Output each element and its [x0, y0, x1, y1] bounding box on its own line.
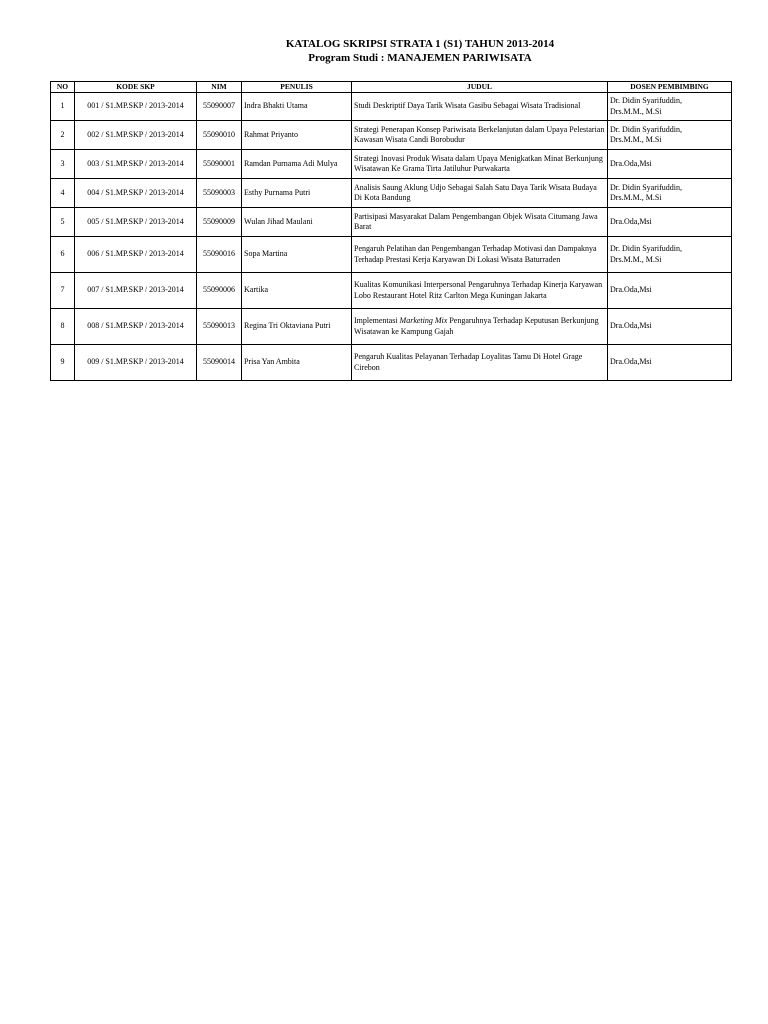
cell-judul: Strategi Inovasi Produk Wisata dalam Upaya Menigkatkan Minat Berkunjung Wisatawan Ke Grama Tirta Jatiluhur Purwakarta [352, 150, 608, 179]
cell-judul [352, 309, 608, 345]
cell-penulis: Prisa Yan Ambita [242, 345, 352, 381]
cell-nim: 55090016 [197, 237, 242, 273]
cell-kode-skp: 001 / S1.MP.SKP / 2013-2014 [75, 93, 197, 121]
judul-italic-term: Marketing Mix [399, 316, 448, 325]
document-header [0, 37, 768, 65]
cell-no: 3 [51, 150, 75, 179]
cell-dosen-pembimbing: Dra.Oda,Msi [608, 309, 732, 345]
cell-no: 9 [51, 345, 75, 381]
program-subtitle: Program Studi : MANAJEMEN PARIWISATA [308, 52, 532, 64]
cell-penulis: Indra Bhakti Utama [242, 93, 352, 121]
column-header-no: NO [51, 82, 75, 93]
cell-dosen-pembimbing: Dra.Oda,Msi [608, 273, 732, 309]
cell-penulis: Ramdan Purnama Adi Mulya [242, 150, 352, 179]
catalog-title: KATALOG SKRIPSI STRATA 1 (S1) TAHUN 2013-2014 [285, 38, 555, 50]
cell-nim: 55090006 [197, 273, 242, 309]
table-row [51, 309, 732, 345]
dosen-line: Drs.M.M., M.Si [610, 106, 662, 116]
cell-judul: Pengaruh Pelatihan dan Pengembangan Terhadap Motivasi dan Dampaknya Terhadap Prestasi Kerja Karyawan Di Lokasi Wisata Baturraden [352, 237, 608, 273]
cell-dosen-pembimbing [608, 179, 732, 208]
cell-judul: Partisipasi Masyarakat Dalam Pengembangan Objek Wisata Citumang Jawa Barat [352, 208, 608, 237]
column-header-penulis: PENULIS [242, 82, 352, 93]
cell-judul: Analisis Saung Aklung Udjo Sebagai Salah Satu Daya Tarik Wisata Budaya Di Kota Bandung [352, 179, 608, 208]
judul-text: Implementasi [354, 316, 400, 325]
cell-kode-skp: 007 / S1.MP.SKP / 2013-2014 [75, 273, 197, 309]
dosen-line: Drs.M.M., M.Si [610, 254, 662, 264]
cell-penulis: Regina Tri Oktaviana Putri [242, 309, 352, 345]
cell-judul: Studi Deskriptif Daya Tarik Wisata Gasibu Sebagai Wisata Tradisional [352, 93, 608, 121]
cell-penulis: Wulan Jihad Maulani [242, 208, 352, 237]
cell-dosen-pembimbing [608, 93, 732, 121]
cell-nim: 55090007 [197, 93, 242, 121]
table-row [51, 179, 732, 208]
column-header-judul: JUDUL [352, 82, 608, 93]
cell-nim: 55090009 [197, 208, 242, 237]
cell-penulis: Kartika [242, 273, 352, 309]
cell-nim: 55090013 [197, 309, 242, 345]
table-row [51, 273, 732, 309]
table-row [51, 208, 732, 237]
cell-dosen-pembimbing: Dra.Oda,Msi [608, 345, 732, 381]
judul-text: Pengaruhnya Terhadap Keputusan Berkunjung Wisatawan ke Kampung Gajah [354, 316, 599, 336]
cell-no: 2 [51, 121, 75, 150]
column-header-nim: NIM [197, 82, 242, 93]
cell-judul: Strategi Penerapan Konsep Pariwisata Berkelanjutan dalam Upaya Pelestarian Kawasan Wisata Candi Borobudur [352, 121, 608, 150]
cell-kode-skp: 005 / S1.MP.SKP / 2013-2014 [75, 208, 197, 237]
table-row [51, 237, 732, 273]
cell-penulis: Esthy Purnama Putri [242, 179, 352, 208]
column-header-dosen-pembimbing: DOSEN PEMBIMBING [608, 82, 732, 93]
table-header-row [51, 82, 732, 93]
cell-no: 8 [51, 309, 75, 345]
cell-judul: Pengaruh Kualitas Pelayanan Terhadap Loyalitas Tamu Di Hotel Grage Cirebon [352, 345, 608, 381]
cell-penulis: Rahmat Priyanto [242, 121, 352, 150]
cell-kode-skp: 009 / S1.MP.SKP / 2013-2014 [75, 345, 197, 381]
cell-no: 1 [51, 93, 75, 121]
cell-kode-skp: 003 / S1.MP.SKP / 2013-2014 [75, 150, 197, 179]
thesis-catalog-table [50, 81, 732, 381]
cell-no: 4 [51, 179, 75, 208]
cell-no: 6 [51, 237, 75, 273]
cell-dosen-pembimbing: Dra.Oda,Msi [608, 208, 732, 237]
dosen-line: Dr. Didin Syarifuddin, [610, 182, 682, 192]
table-row [51, 150, 732, 179]
cell-nim: 55090014 [197, 345, 242, 381]
cell-judul: Kualitas Komunikasi Interpersonal Pengaruhnya Terhadap Kinerja Karyawan Lobo Restaurant Hotel Ritz Carlton Mega Kuningan Jakarta [352, 273, 608, 309]
cell-penulis: Sopa Martina [242, 237, 352, 273]
cell-dosen-pembimbing: Dra.Oda,Msi [608, 150, 732, 179]
dosen-line: Drs.M.M., M.Si [610, 193, 662, 202]
dosen-line: Drs.M.M., M.Si [610, 135, 662, 144]
cell-nim: 55090003 [197, 179, 242, 208]
cell-kode-skp: 002 / S1.MP.SKP / 2013-2014 [75, 121, 197, 150]
table-row [51, 345, 732, 381]
cell-no: 7 [51, 273, 75, 309]
cell-kode-skp: 004 / S1.MP.SKP / 2013-2014 [75, 179, 197, 208]
dosen-line: Dr. Didin Syarifuddin, [610, 96, 682, 105]
cell-dosen-pembimbing [608, 237, 732, 273]
cell-nim: 55090001 [197, 150, 242, 179]
cell-kode-skp: 006 / S1.MP.SKP / 2013-2014 [75, 237, 197, 273]
dosen-line: Dr. Didin Syarifuddin, [610, 244, 682, 253]
column-header-kode-skp: KODE SKP [75, 82, 197, 93]
table-row [51, 93, 732, 121]
cell-nim: 55090010 [197, 121, 242, 150]
cell-no: 5 [51, 208, 75, 237]
cell-kode-skp: 008 / S1.MP.SKP / 2013-2014 [75, 309, 197, 345]
cell-dosen-pembimbing [608, 121, 732, 150]
table-row [51, 121, 732, 150]
dosen-line: Dr. Didin Syarifuddin, [610, 124, 682, 134]
